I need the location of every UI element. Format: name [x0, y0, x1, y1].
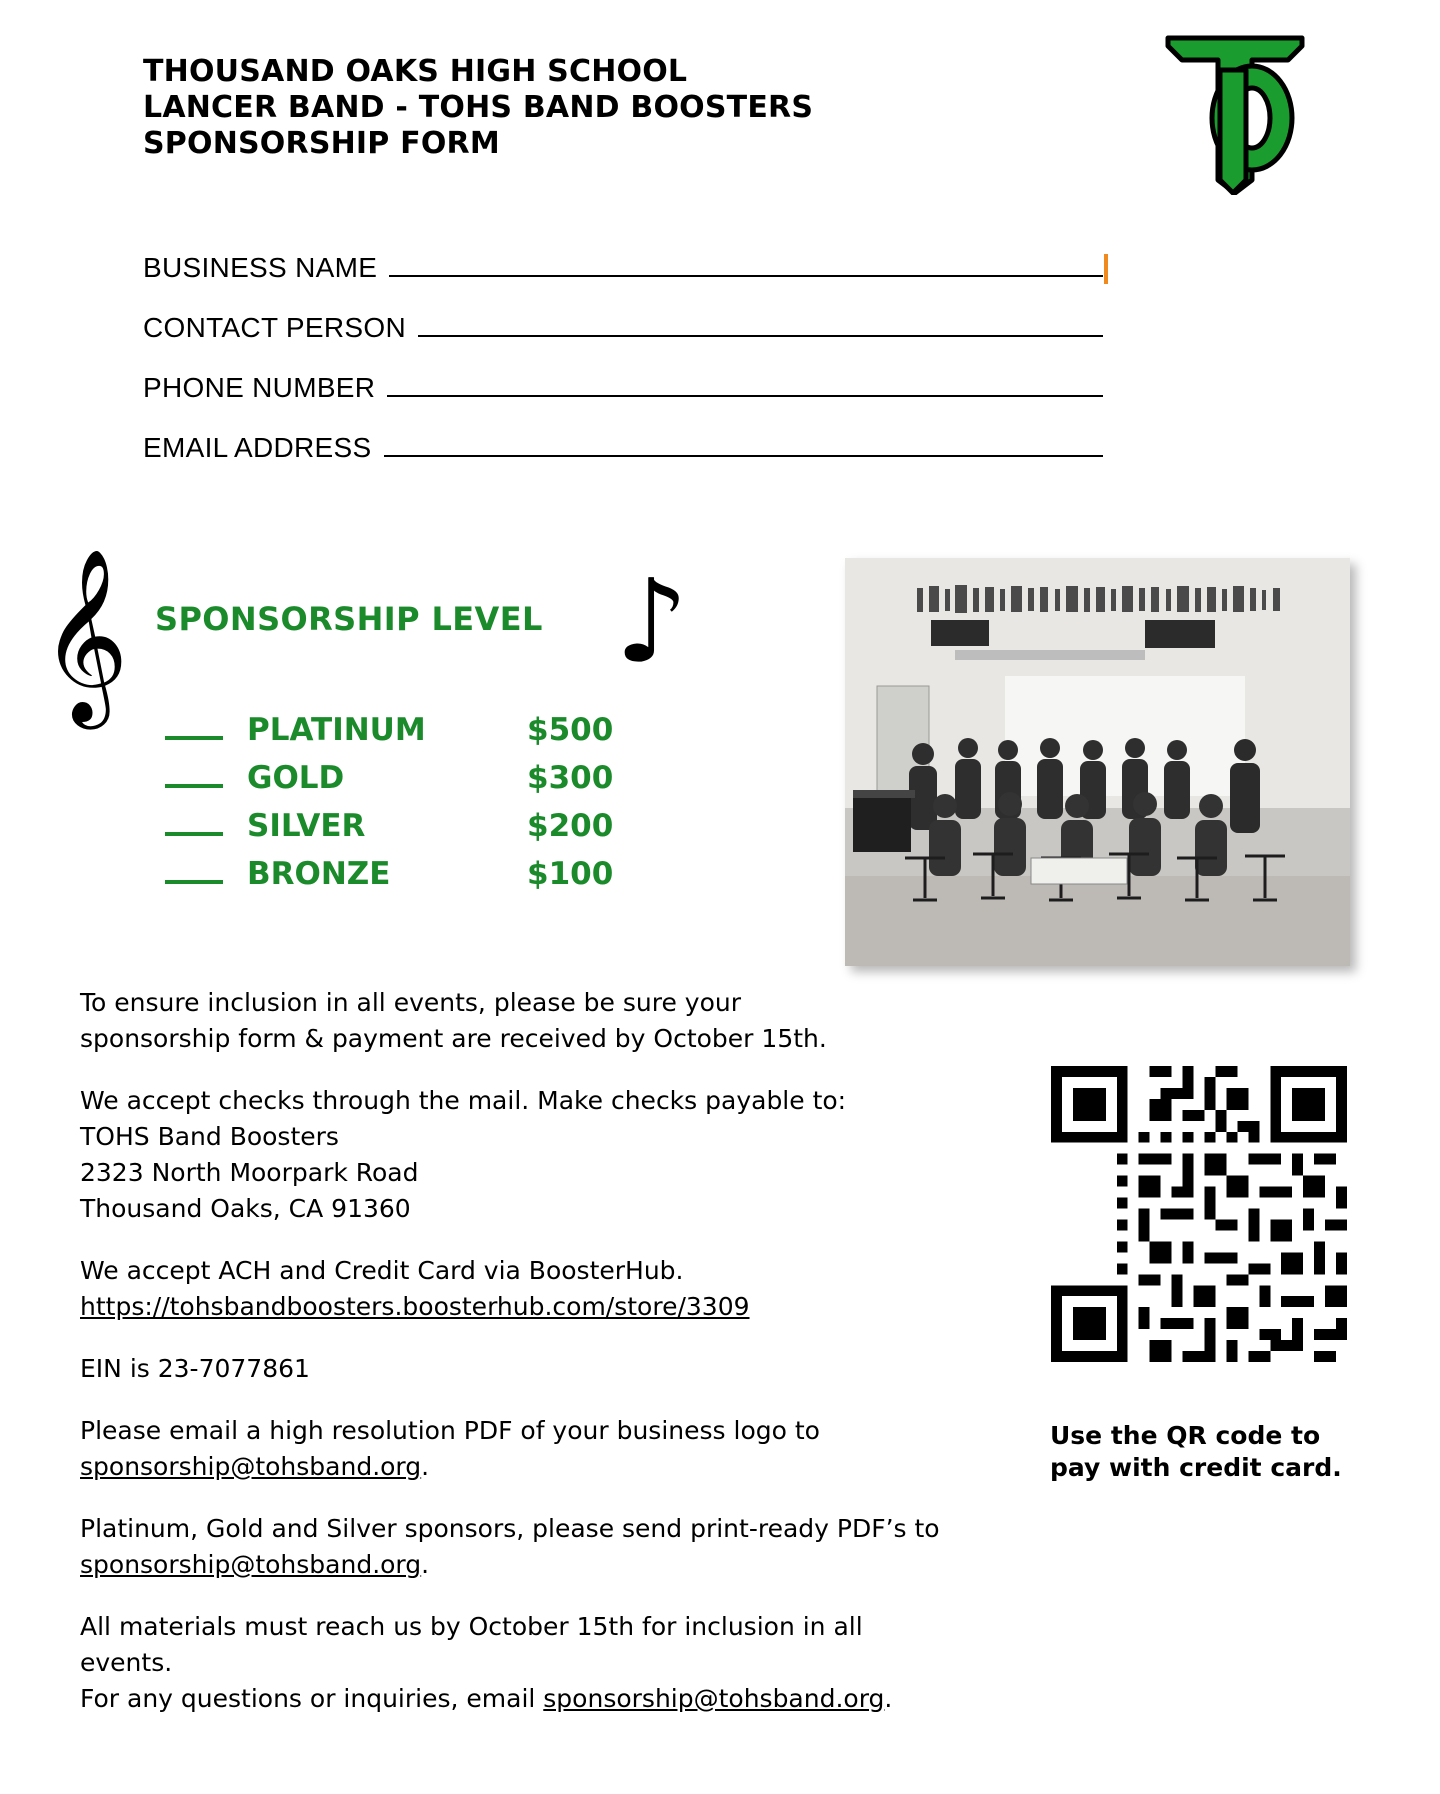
title-line-2: LANCER BAND - TOHS BAND BOOSTERS	[143, 90, 814, 125]
sponsorship-level-heading: SPONSORSHIP LEVEL	[155, 600, 543, 638]
email-address-input[interactable]	[384, 433, 1104, 457]
level-amount-silver: $200	[527, 808, 614, 844]
eighth-note-icon: ♪	[615, 555, 689, 689]
level-name-gold: GOLD	[247, 760, 345, 796]
field-row-email-address	[143, 432, 1103, 464]
level-row-bronze[interactable]	[165, 856, 647, 892]
paragraph-print-ready	[80, 1511, 960, 1583]
boosterhub-store-link[interactable]: https://tohsbandboosters.boosterhub.com/store/3309	[80, 1292, 750, 1321]
paragraph-deadline	[80, 985, 960, 1057]
phone-number-input[interactable]	[387, 373, 1103, 397]
questions-period: .	[884, 1684, 893, 1713]
checks-payee: TOHS Band Boosters	[80, 1122, 339, 1151]
field-row-business-name	[143, 252, 1103, 284]
title-line-1: THOUSAND OAKS HIGH SCHOOL	[143, 54, 688, 89]
level-amount-bronze: $100	[527, 856, 614, 892]
checks-street: 2323 North Moorpark Road	[80, 1158, 419, 1187]
level-amount-gold: $300	[527, 760, 614, 796]
logo-submission-period: .	[421, 1452, 430, 1481]
business-name-label: BUSINESS NAME	[143, 252, 378, 283]
level-checkbox-silver[interactable]	[165, 810, 223, 836]
qr-caption	[1050, 1420, 1360, 1484]
page-title	[143, 54, 1043, 162]
level-name-bronze: BRONZE	[247, 856, 391, 892]
band-photo	[845, 558, 1350, 966]
email-address-label: EMAIL ADDRESS	[143, 432, 372, 463]
text-cursor	[1104, 254, 1108, 284]
paragraph-checks	[80, 1083, 960, 1227]
deadline-line-2: sponsorship form & payment are received by October 15th.	[80, 1024, 827, 1053]
ein-line: EIN is 23-7077861	[80, 1354, 310, 1383]
deadline-line-1: To ensure inclusion in all events, please be sure your	[80, 988, 742, 1017]
treble-clef-icon: 𝄞	[40, 548, 129, 722]
paragraph-online-payment	[80, 1253, 960, 1325]
level-checkbox-gold[interactable]	[165, 762, 223, 788]
level-row-platinum[interactable]	[165, 712, 647, 748]
qr-caption-line-1: Use the QR code to	[1050, 1421, 1321, 1450]
qr-caption-line-2: pay with credit card.	[1050, 1453, 1342, 1482]
paragraph-questions	[80, 1609, 960, 1717]
level-checkbox-platinum[interactable]	[165, 714, 223, 740]
level-row-silver[interactable]	[165, 808, 647, 844]
contact-person-input[interactable]	[418, 313, 1103, 337]
level-name-platinum: PLATINUM	[247, 712, 426, 748]
online-payment-line: We accept ACH and Credit Card via BoosterHub.	[80, 1256, 684, 1285]
paragraph-logo-submission	[80, 1413, 960, 1485]
phone-number-label: PHONE NUMBER	[143, 372, 376, 403]
sponsorship-email-link-1[interactable]: sponsorship@tohsband.org	[80, 1452, 422, 1481]
tohs-lancer-logo-icon	[1160, 30, 1310, 195]
instructions-text	[80, 985, 960, 1743]
contact-person-label: CONTACT PERSON	[143, 312, 406, 343]
level-checkbox-bronze[interactable]	[165, 858, 223, 884]
business-name-input[interactable]	[389, 253, 1103, 277]
level-row-gold[interactable]	[165, 760, 647, 796]
checks-line-1: We accept checks through the mail. Make checks payable to:	[80, 1086, 847, 1115]
sponsorship-email-link-2[interactable]: sponsorship@tohsband.org	[80, 1550, 422, 1579]
applicant-fields	[143, 252, 1103, 492]
qr-code-icon[interactable]	[1040, 1055, 1358, 1373]
logo-submission-line: Please email a high resolution PDF of your business logo to	[80, 1416, 820, 1445]
print-ready-line: Platinum, Gold and Silver sponsors, please send print-ready PDF’s to	[80, 1514, 940, 1543]
sponsorship-level-list	[165, 712, 647, 904]
title-line-3: SPONSORSHIP FORM	[143, 126, 500, 161]
level-amount-platinum: $500	[527, 712, 614, 748]
print-ready-period: .	[421, 1550, 430, 1579]
sponsorship-email-link-3[interactable]: sponsorship@tohsband.org	[543, 1684, 885, 1713]
questions-prefix: For any questions or inquiries, email	[80, 1684, 544, 1713]
materials-deadline-line: All materials must reach us by October 15th for inclusion in all events.	[80, 1612, 863, 1677]
paragraph-ein	[80, 1351, 960, 1387]
level-name-silver: SILVER	[247, 808, 366, 844]
field-row-phone-number	[143, 372, 1103, 404]
field-row-contact-person	[143, 312, 1103, 344]
checks-city-state-zip: Thousand Oaks, CA 91360	[80, 1194, 411, 1223]
